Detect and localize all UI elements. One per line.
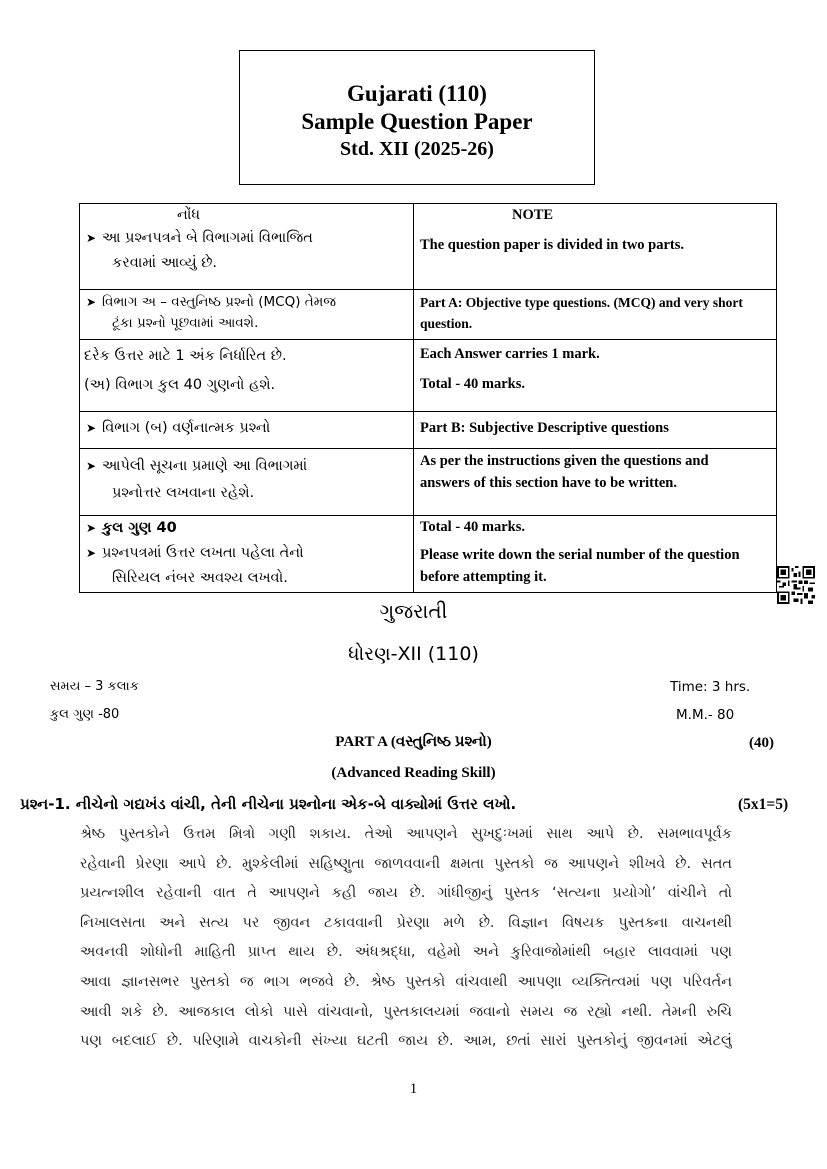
question-1-marks: (5x1=5) [738, 796, 789, 813]
instructions-table [79, 203, 777, 593]
guj-heading: નોંધ [177, 207, 201, 223]
question-1: પ્રશ્ન-1. નીચેનો ગદ્યખંડ વાંચી, તેની નીચેના પ્રશ્નોના એક-બે વાક્યોમાં ઉત્તર લખો. [20, 795, 517, 813]
table-row [80, 516, 777, 593]
note-text: કુલ ગુણ 40 [102, 520, 177, 536]
arrow-bullet-icon: ➤ [85, 421, 97, 435]
table-row [80, 204, 777, 290]
note-text: વિભાગ (બ) વર્ણનાત્મક પ્રશ્નો [102, 420, 271, 436]
list-item [80, 226, 413, 251]
list-item [80, 541, 413, 566]
arrow-bullet-icon: ➤ [85, 521, 97, 535]
eng-cell [414, 204, 777, 290]
passage-line: આવા જ્ઞાનસભર પુસ્તકો જ ભાગ ભજવે છે. શ્રેષ્ઠ પુસ્તકો વાંચવાથી આપણા વ્યક્તિત્વમાં પણ પરિવર્તન [80, 973, 732, 990]
paper-subject: Gujarati (110) [347, 81, 487, 106]
arrow-bullet-icon: ➤ [85, 231, 97, 245]
eng-cell [414, 449, 777, 516]
note-text: વિભાગ અ – વસ્તુનિષ્ઠ પ્રશ્નો (MCQ) તેમજ [102, 294, 337, 310]
list-item [80, 516, 413, 541]
passage-line: નિખાલસતા અને સત્ય પર જીવન ટકાવવાની પ્રેરણા મળે છે. વિજ્ઞાન વિષયક પુસ્તક્ના વાચનથી [80, 914, 732, 931]
eng-cell [414, 516, 777, 593]
guj-cell [80, 340, 414, 412]
subject-title: ગુજરાતી [379, 599, 448, 623]
note-text: Total - 40 marks. [420, 376, 525, 392]
eng-heading: NOTE [512, 207, 554, 223]
skill-heading: (Advanced Reading Skill) [331, 765, 496, 781]
note-text: Part B: Subjective Descriptive questions [420, 420, 669, 436]
time-guj: સમય – 3 કલાક [50, 679, 139, 694]
note-text: Each Answer carries 1 mark. [420, 346, 600, 362]
note-text: કરવામાં આવ્યું છે. [112, 255, 218, 271]
table-row [80, 340, 777, 412]
guj-cell [80, 516, 414, 593]
time-eng: Time: 3 hrs. [670, 679, 751, 695]
page-number: 1 [409, 1081, 418, 1097]
guj-cell [80, 449, 414, 516]
marks-guj: કુલ ગુણ -80 [50, 707, 120, 722]
note-text: આ પ્રશ્નપત્રને બે વિભાગમાં વિભાજિત [102, 230, 313, 246]
passage-line: પ્રયત્નશીલ રહેવાની વાત તે આપણને કહી જાય છે. ગાંધીજીનું પુસ્તક ‘સત્યના પ્રયોગો’ વાંચીને તો [80, 885, 732, 902]
passage-line: આવી શકે છે. આજકાલ લોકો પાસે વાંચવાનો, પુસ્તકાલયમાં જવાનો સમય જ રહ્યો નથી. તેમની રુચિ [80, 1003, 732, 1020]
marks-eng: M.M.- 80 [676, 707, 735, 723]
note-text: સિરિયલ નંબર અવશ્ય લખવો. [112, 570, 288, 586]
eng-cell [414, 340, 777, 412]
title-box [239, 50, 595, 185]
list-item [80, 292, 413, 313]
note-text: આપેલી સૂચના પ્રમાણે આ વિભાગમાં [102, 458, 308, 474]
note-text: પ્રશ્નોત્તર લખવાના રહેશે. [112, 485, 255, 501]
paper-type: Sample Question Paper [301, 109, 533, 134]
arrow-bullet-icon: ➤ [85, 459, 97, 473]
part-a-heading: PART A (વસ્તુનિષ્ઠ પ્રશ્નો) [335, 734, 492, 750]
passage-line: શ્રેષ્ઠ પુસ્તકોને ઉત્તમ મિત્રો ગણી શકાય. તેઓ આપણને સુખદુઃખમાં સાથ આપે છે. સમભાવપૂર્વક [80, 826, 732, 842]
list-item [80, 416, 413, 441]
guj-cell [80, 290, 414, 340]
table-row [80, 412, 777, 449]
guj-cell [80, 412, 414, 449]
passage-line: પણ બદલાઈ છે. પરિણામે વાચકોની સંખ્યા ઘટતી જાય છે. આમ, છતાં સારાં પુસ્તકોનું જીવનમાં એટલું [80, 1033, 732, 1050]
paper-std: Std. XII (2025-26) [340, 138, 494, 160]
note-text: Please write down the serial number of the question before attempting it. [420, 547, 740, 585]
passage-line: અવનવી શોધોની માહિતી પ્રાપ્ત થાય છે. અંધશ્રદ્ધા, વહેમો અને કુરિવાજોમાંથી બહાર લાવવામાં પણ [80, 944, 732, 961]
note-text: દરેક ઉત્તર માટે 1 અંક નિર્ધારિત છે. [84, 348, 287, 364]
table-row [80, 449, 777, 516]
guj-cell [80, 204, 414, 290]
arrow-bullet-icon: ➤ [85, 295, 97, 309]
note-text: The question paper is divided in two parts. [420, 237, 685, 253]
eng-cell [414, 412, 777, 449]
list-item [80, 453, 413, 480]
note-text: As per the instructions given the questions and answers of this section have to be written. [420, 453, 709, 491]
reading-passage [80, 820, 732, 1057]
note-text: Total - 40 marks. [420, 519, 525, 535]
arrow-bullet-icon: ➤ [85, 546, 97, 560]
std-title: ધોરણ-XII (110) [348, 643, 479, 665]
part-a-marks: (40) [749, 735, 774, 751]
note-text: Part A: Objective type questions. (MCQ) and very short question. [420, 295, 743, 331]
note-text: ટૂંકા પ્રશ્નો પૂછવામાં આવશે. [112, 315, 259, 331]
eng-cell [414, 290, 777, 340]
note-text: (અ) વિભાગ કુલ 40 ગુણનો હશે. [84, 377, 276, 393]
note-text: પ્રશ્નપત્રમાં ઉત્તર લખતા પહેલા તેનો [102, 545, 304, 561]
table-row [80, 290, 777, 340]
passage-line: રહેવાની પ્રેરણા આપે છે. મુશ્કેલીમાં સહિષ્ણુતા જાળવવાની ક્ષમતા પુસ્તકો જ આપણને શીખવે છે. સતત [80, 855, 732, 872]
